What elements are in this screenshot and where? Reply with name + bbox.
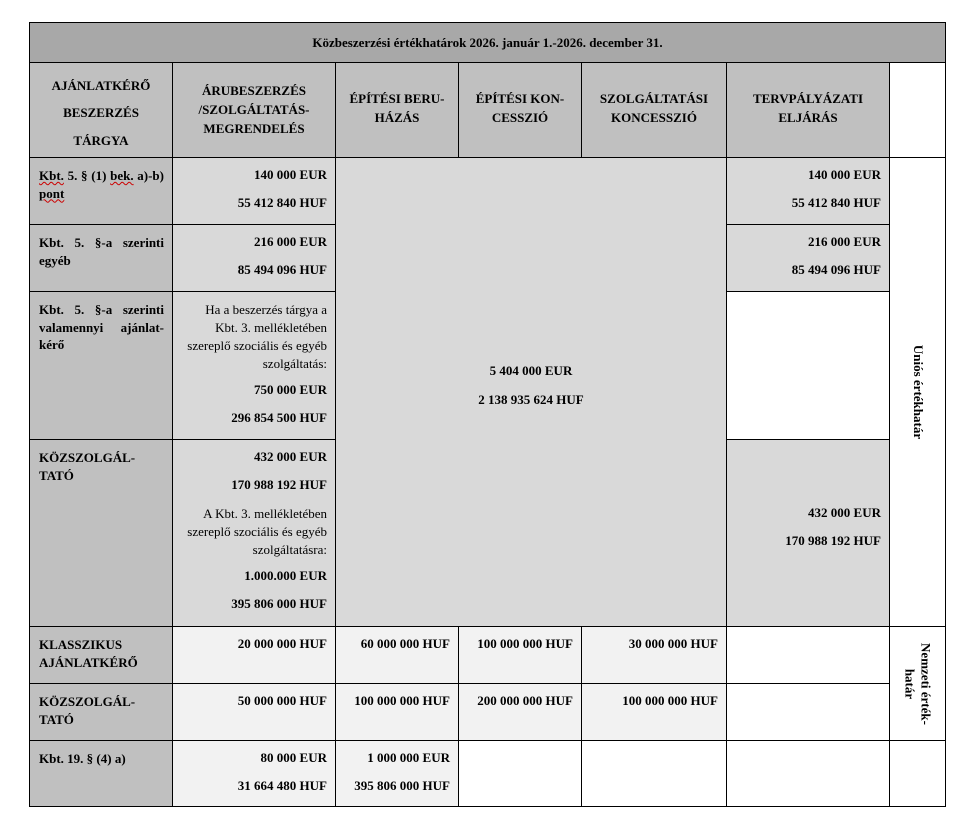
value-huf: 30 000 000 HUF [628, 636, 718, 651]
national-threshold-side-label [890, 627, 946, 741]
value-eur: 432 000 EUR [254, 449, 327, 464]
value-eur: 80 000 EUR [260, 750, 327, 765]
header-service-concession-line: KONCESSZIÓ [611, 109, 697, 125]
row-label-utility-national: KÖZSZOLGÁL-TATÓ [30, 684, 173, 741]
row-label-utility-eu: KÖZSZOLGÁL-TATÓ [30, 440, 173, 627]
value-huf: 395 806 000 HUF [354, 778, 450, 793]
header-works-concession-line: ÉPÍTÉSI KON- [475, 91, 565, 106]
cell-design-national-1-empty [727, 627, 890, 684]
cell-design-eu-4 [727, 440, 890, 627]
value-huf: 395 806 000 HUF [231, 596, 327, 611]
threshold-table [29, 22, 946, 807]
value-eur: 432 000 EUR [808, 505, 881, 520]
row-label-kbt-5-other: Kbt. 5. §-a szerinti egyéb [30, 225, 173, 292]
value-huf: 100 000 000 HUF [477, 636, 573, 651]
header-goods-line: MEGRENDELÉS [203, 120, 305, 136]
row-label-kbt-5-1 [30, 158, 173, 225]
cell-merged-works-concessions [336, 158, 727, 627]
cell-goods-national-1 [173, 627, 336, 684]
cell-service-concession-national-1 [582, 627, 727, 684]
row-label-kbt-5-all: Kbt. 5. §-a szerinti valamennyi ajánlat-kérő [30, 292, 173, 440]
value-eur: 216 000 EUR [254, 234, 327, 249]
national-threshold-line: határ [902, 668, 918, 699]
cell-works-concession-national-1 [459, 627, 582, 684]
header-goods-line: /SZOLGÁLTATÁS- [198, 101, 310, 117]
cell-empty [890, 741, 946, 807]
cell-empty [727, 741, 890, 807]
cell-design-national-2-empty [727, 684, 890, 741]
value-huf: 55 412 840 HUF [791, 195, 881, 210]
label-part: pont [39, 185, 65, 201]
merged-value-eur: 5 404 000 EUR [489, 363, 573, 378]
merged-value-huf: 2 138 935 624 HUF [478, 392, 584, 407]
cell-goods-eu-2 [173, 225, 336, 292]
value-huf: 170 988 192 HUF [231, 477, 327, 492]
cell-works-kbt-19 [336, 741, 459, 807]
header-subject-line: BESZERZÉS [63, 105, 139, 121]
value-huf: 100 000 000 HUF [354, 693, 450, 708]
cell-works-concession-national-2 [459, 684, 582, 741]
cell-service-concession-national-2 [582, 684, 727, 741]
value-huf: 85 494 096 HUF [791, 262, 881, 277]
header-design-contest [727, 63, 890, 158]
value-huf: 50 000 000 HUF [237, 693, 327, 708]
label-part: bek. [110, 168, 134, 183]
value-eur: 1 000 000 EUR [367, 750, 450, 765]
header-design-contest-line: TERVPÁLYÁZATI [752, 91, 864, 106]
header-subject [30, 63, 173, 158]
eu-threshold-text: Uniós értékhatár [910, 344, 926, 440]
value-eur: 216 000 EUR [808, 234, 881, 249]
label-part: Kbt. [39, 168, 64, 183]
row-label-kbt-19: Kbt. 19. § (4) a) [30, 741, 173, 807]
cell-works-national-1 [336, 627, 459, 684]
header-works [336, 63, 459, 158]
value-huf: 31 664 480 HUF [237, 778, 327, 793]
national-threshold-line: Nemzeti érték- [918, 642, 934, 725]
value-huf: 200 000 000 HUF [477, 693, 573, 708]
header-works-line: HÁZÁS [374, 109, 420, 125]
header-subject-line: TÁRGYA [73, 132, 129, 148]
value-eur: 140 000 EUR [808, 167, 881, 182]
header-design-contest-line: ELJÁRÁS [778, 109, 838, 125]
value-huf: 60 000 000 HUF [360, 636, 450, 651]
header-goods [173, 63, 336, 158]
cell-goods-eu-3 [173, 292, 336, 440]
value-huf: 170 988 192 HUF [785, 533, 881, 548]
table-title: Közbeszerzési értékhatárok 2026. január 1.-2026. december 31. [30, 23, 946, 63]
header-service-concession [582, 63, 727, 158]
value-huf: 85 494 096 HUF [237, 262, 327, 277]
value-eur: 140 000 EUR [254, 167, 327, 182]
national-threshold-text [902, 643, 933, 725]
header-works-concession-line: CESSZIÓ [491, 109, 549, 125]
value-huf: 20 000 000 HUF [237, 636, 327, 651]
cell-empty [459, 741, 582, 807]
cell-works-national-2 [336, 684, 459, 741]
cell-design-eu-3-empty [727, 292, 890, 440]
header-works-line: ÉPÍTÉSI BERU- [349, 91, 445, 106]
header-goods-line: ÁRUBESZERZÉS [201, 83, 307, 98]
label-part: 5. § (1) [63, 168, 111, 183]
value-note: A Kbt. 3. mellékletében szereplő szociális és egyéb szolgáltatásra: [187, 506, 327, 557]
eu-threshold-side-label [890, 158, 946, 627]
cell-design-eu-1 [727, 158, 890, 225]
cell-goods-national-2 [173, 684, 336, 741]
value-huf: 296 854 500 HUF [231, 410, 327, 425]
cell-goods-eu-4 [173, 440, 336, 627]
cell-empty [582, 741, 727, 807]
value-eur: 750 000 EUR [254, 382, 327, 397]
header-works-concession [459, 63, 582, 158]
value-note: Ha a beszerzés tárgya a Kbt. 3. mellékletében szereplő szociális és egyéb szolgáltatás: [187, 302, 327, 371]
header-service-concession-line: SZOLGÁLTATÁSI [599, 91, 709, 106]
value-huf: 55 412 840 HUF [237, 195, 327, 210]
cell-design-eu-2 [727, 225, 890, 292]
value-huf: 100 000 000 HUF [622, 693, 718, 708]
row-label-classic-contracting: KLASSZIKUS AJÁNLATKÉRŐ [30, 627, 173, 684]
label-part: a)-b) [133, 168, 164, 183]
cell-goods-kbt-19 [173, 741, 336, 807]
cell-goods-eu-1 [173, 158, 336, 225]
value-eur: 1.000.000 EUR [244, 568, 327, 583]
header-empty-cell [890, 63, 946, 158]
header-subject-line: AJÁNLATKÉRŐ [51, 78, 151, 93]
